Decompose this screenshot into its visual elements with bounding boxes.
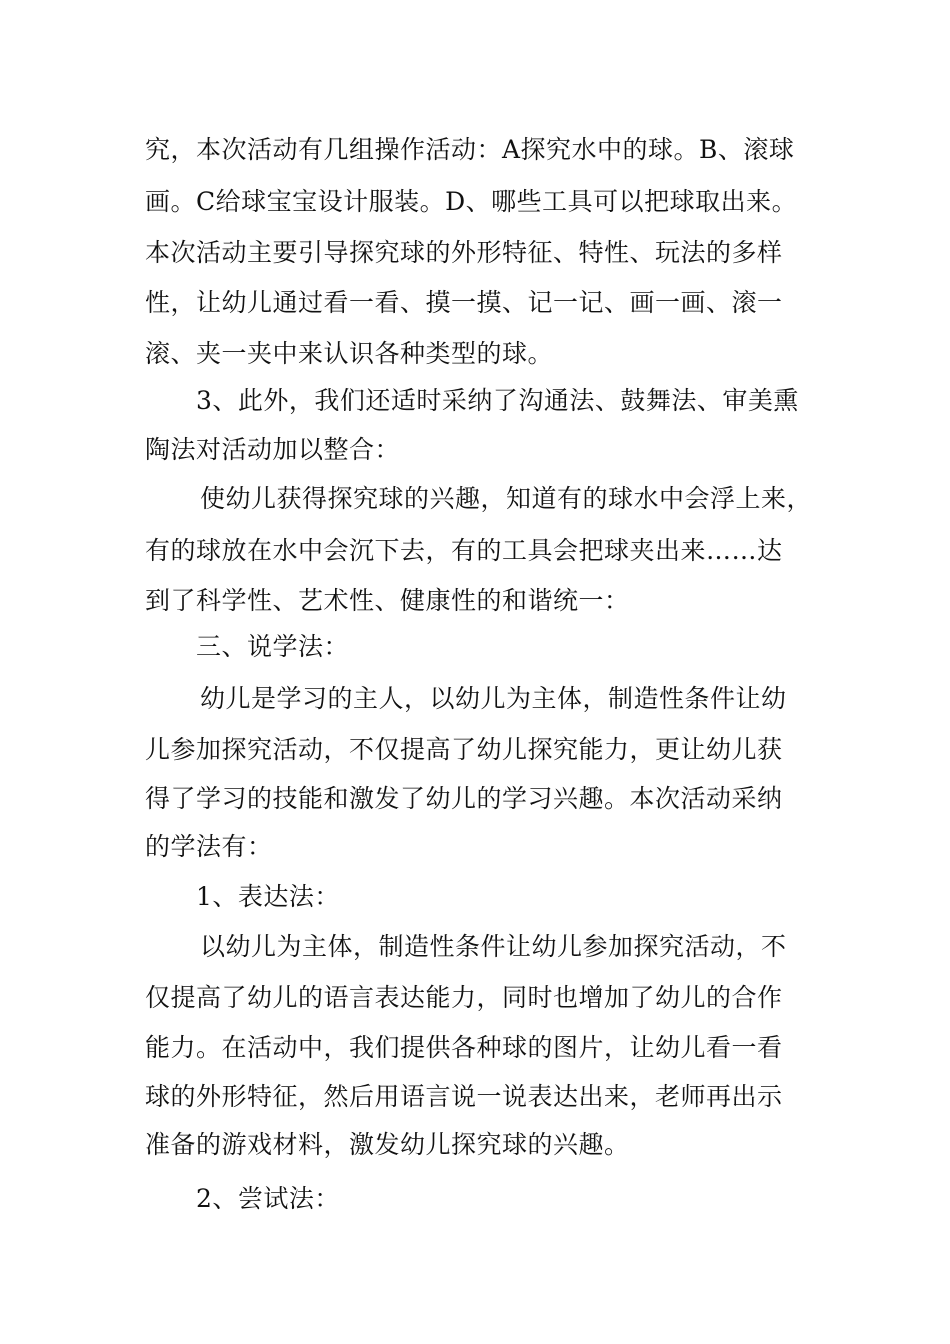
text-line-3: 本次活动主要引导探究球的外形特征、特性、玩法的多样 — [145, 238, 783, 267]
text-line-1: 究，本次活动有几组操作活动：A探究水中的球。B、滚球 — [145, 135, 795, 164]
text-line-10: 到了科学性、艺术性、健康性的和谐统一： — [145, 586, 630, 615]
text-line-18: 仅提高了幼儿的语言表达能力，同时也增加了幼儿的合作 — [145, 983, 783, 1012]
text-line-14: 得了学习的技能和激发了幼儿的学习兴趣。本次活动采纳 — [145, 784, 783, 813]
text-line-8: 使幼儿获得探究球的兴趣，知道有的球水中会浮上来， — [200, 484, 813, 513]
text-line-22: 2、尝试法： — [196, 1184, 340, 1213]
text-line-19: 能力。在活动中，我们提供各种球的图片，让幼儿看一看 — [145, 1033, 783, 1062]
text-line-9: 有的球放在水中会沉下去，有的工具会把球夹出来……达 — [145, 536, 783, 565]
text-line-11: 三、说学法： — [196, 632, 350, 661]
text-line-17: 以幼儿为主体，制造性条件让幼儿参加探究活动，不 — [200, 932, 787, 961]
text-line-15: 的学法有： — [145, 832, 273, 861]
text-line-21: 准备的游戏材料，激发幼儿探究球的兴趣。 — [145, 1130, 630, 1159]
text-line-13: 儿参加探究活动，不仅提高了幼儿探究能力，更让幼儿获 — [145, 735, 783, 764]
text-line-2: 画。C给球宝宝设计服装。D、哪些工具可以把球取出来。 — [145, 187, 798, 216]
text-line-12: 幼儿是学习的主人，以幼儿为主体，制造性条件让幼 — [200, 684, 787, 713]
text-line-5: 滚、夹一夹中来认识各种类型的球。 — [145, 339, 554, 368]
text-line-6: 3、此外，我们还适时采纳了沟通法、鼓舞法、审美熏 — [196, 386, 799, 415]
text-line-7: 陶法对活动加以整合： — [145, 435, 401, 464]
text-line-4: 性，让幼儿通过看一看、摸一摸、记一记、画一画、滚一 — [145, 288, 783, 317]
text-line-20: 球的外形特征，然后用语言说一说表达出来，老师再出示 — [145, 1082, 783, 1111]
text-line-16: 1、表达法： — [196, 882, 340, 911]
